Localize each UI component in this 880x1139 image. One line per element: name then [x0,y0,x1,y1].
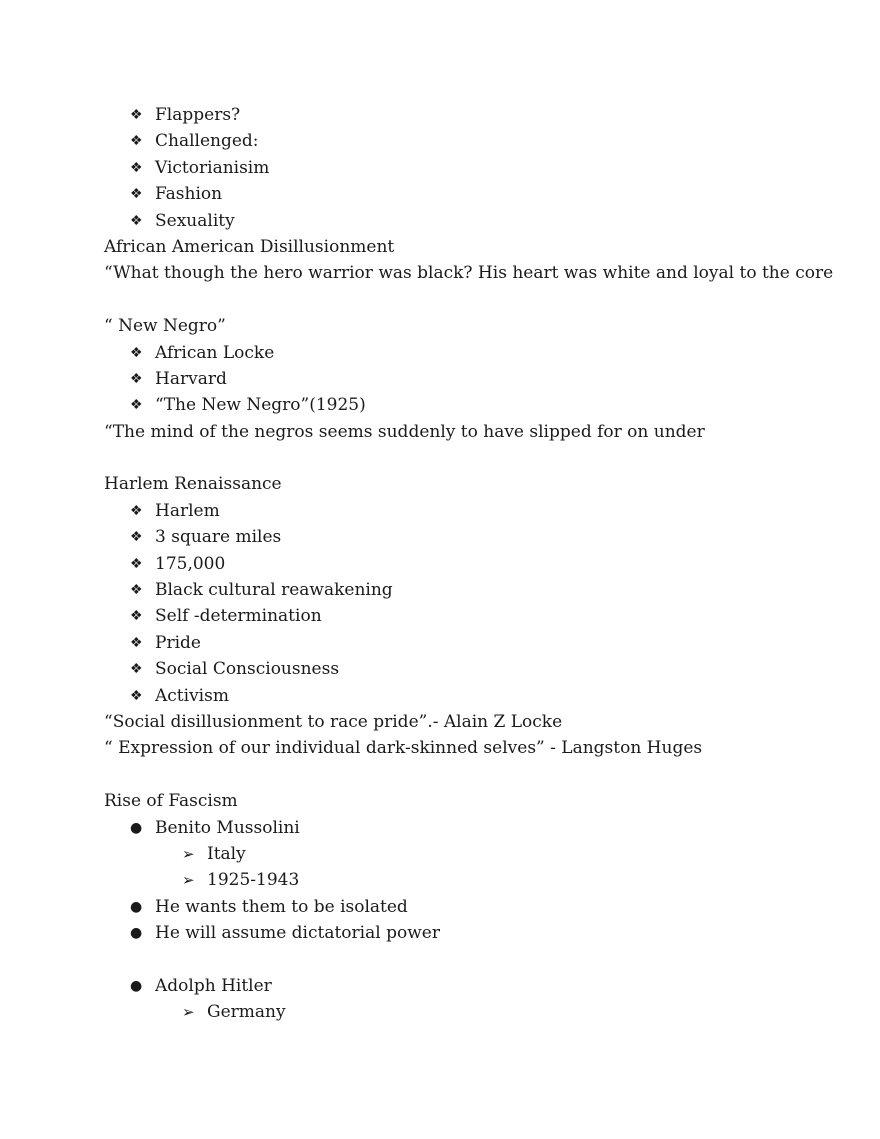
arrow-bullet-icon: ➢ [182,844,195,863]
list-item [104,524,844,550]
dot-bullet-icon: ● [130,819,143,836]
sub-list-item [104,999,844,1025]
list-item-text: “The New Negro”(1925) [155,395,366,416]
diamond-bullet-icon: ❖ [130,186,143,203]
list-item-text: Adolph Hitler [155,975,272,996]
diamond-bullet-icon: ❖ [130,370,143,387]
list-item-text: Challenged: [155,131,259,152]
paragraph-line: Rise of Fascism [104,791,238,812]
list-item-text: Germany [207,1002,286,1023]
paragraph-line: “Social disillusionment to race pride”.- Alain Z Locke [104,711,563,732]
list-item [104,815,844,841]
blank-line [104,947,844,973]
list-item [104,630,844,656]
list-item [104,366,844,392]
diamond-bullet-icon: ❖ [130,529,143,546]
diamond-bullet-icon: ❖ [130,661,143,678]
list-item [104,155,844,181]
dot-bullet-icon: ● [130,925,143,942]
paragraph-line: “The mind of the negros seems suddenly to have slipped for on under [104,421,705,442]
diamond-bullet-icon: ❖ [130,582,143,599]
list-item-text: 175,000 [155,553,226,574]
paragraph-line: “What though the hero warrior was black? His heart was white and loyal to the core [104,263,834,284]
diamond-bullet-icon: ❖ [130,107,143,123]
list-item-text: Black cultural reawakening [155,580,393,601]
diamond-bullet-icon: ❖ [130,344,143,361]
dot-bullet-icon: ● [130,898,143,915]
paragraph-line: “ Expression of our individual dark-skinned selves” - Langston Huges [104,738,703,759]
sub-list-item [104,867,844,893]
diamond-bullet-icon: ❖ [130,687,143,704]
list-item-text: Social Consciousness [155,659,340,680]
list-item [104,128,844,154]
list-item [104,208,844,234]
list-item-text: Activism [155,685,229,706]
list-item [104,920,844,946]
blank-line [104,445,844,471]
list-item [104,340,844,366]
list-item [104,392,844,418]
list-item-text: Flappers? [155,105,241,125]
arrow-bullet-icon: ➢ [182,871,195,890]
list-item-text: He wants them to be isolated [155,896,408,917]
list-item-text: Harlem [155,500,220,521]
list-item [104,551,844,577]
list-item [104,102,844,128]
diamond-bullet-icon: ❖ [130,502,143,519]
diamond-bullet-icon: ❖ [130,608,143,625]
notes-body [104,102,844,1026]
list-item [104,973,844,999]
list-item [104,181,844,207]
list-item-text: Self -determination [155,606,322,627]
list-item [104,498,844,524]
list-item-text: Harvard [155,368,227,389]
diamond-bullet-icon: ❖ [130,555,143,572]
list-item-text: Victorianisim [155,157,270,178]
list-item-text: Sexuality [155,210,235,231]
list-item [104,683,844,709]
blank-line [104,287,844,313]
diamond-bullet-icon: ❖ [130,133,143,150]
list-item-text: Italy [207,843,246,864]
blank-line [104,762,844,788]
list-item-text: African Locke [155,342,275,363]
list-item-text: Benito Mussolini [155,817,300,838]
paragraph-line: “ New Negro” [104,316,226,337]
list-item [104,656,844,682]
diamond-bullet-icon: ❖ [130,159,143,176]
list-item-text: Fashion [155,184,223,205]
list-item-text: He will assume dictatorial power [155,923,440,944]
arrow-bullet-icon: ➢ [182,1003,195,1022]
paragraph-line: African American Disillusionment [104,236,395,257]
list-item [104,894,844,920]
sub-list-item [104,841,844,867]
list-item [104,577,844,603]
list-item-text: 3 square miles [155,527,282,548]
diamond-bullet-icon: ❖ [130,397,143,414]
list-item [104,603,844,629]
list-item-text: 1925-1943 [207,870,300,891]
diamond-bullet-icon: ❖ [130,212,143,229]
diamond-bullet-icon: ❖ [130,634,143,651]
dot-bullet-icon: ● [130,977,143,994]
paragraph-line: Harlem Renaissance [104,474,282,495]
list-item-text: Pride [155,632,201,653]
